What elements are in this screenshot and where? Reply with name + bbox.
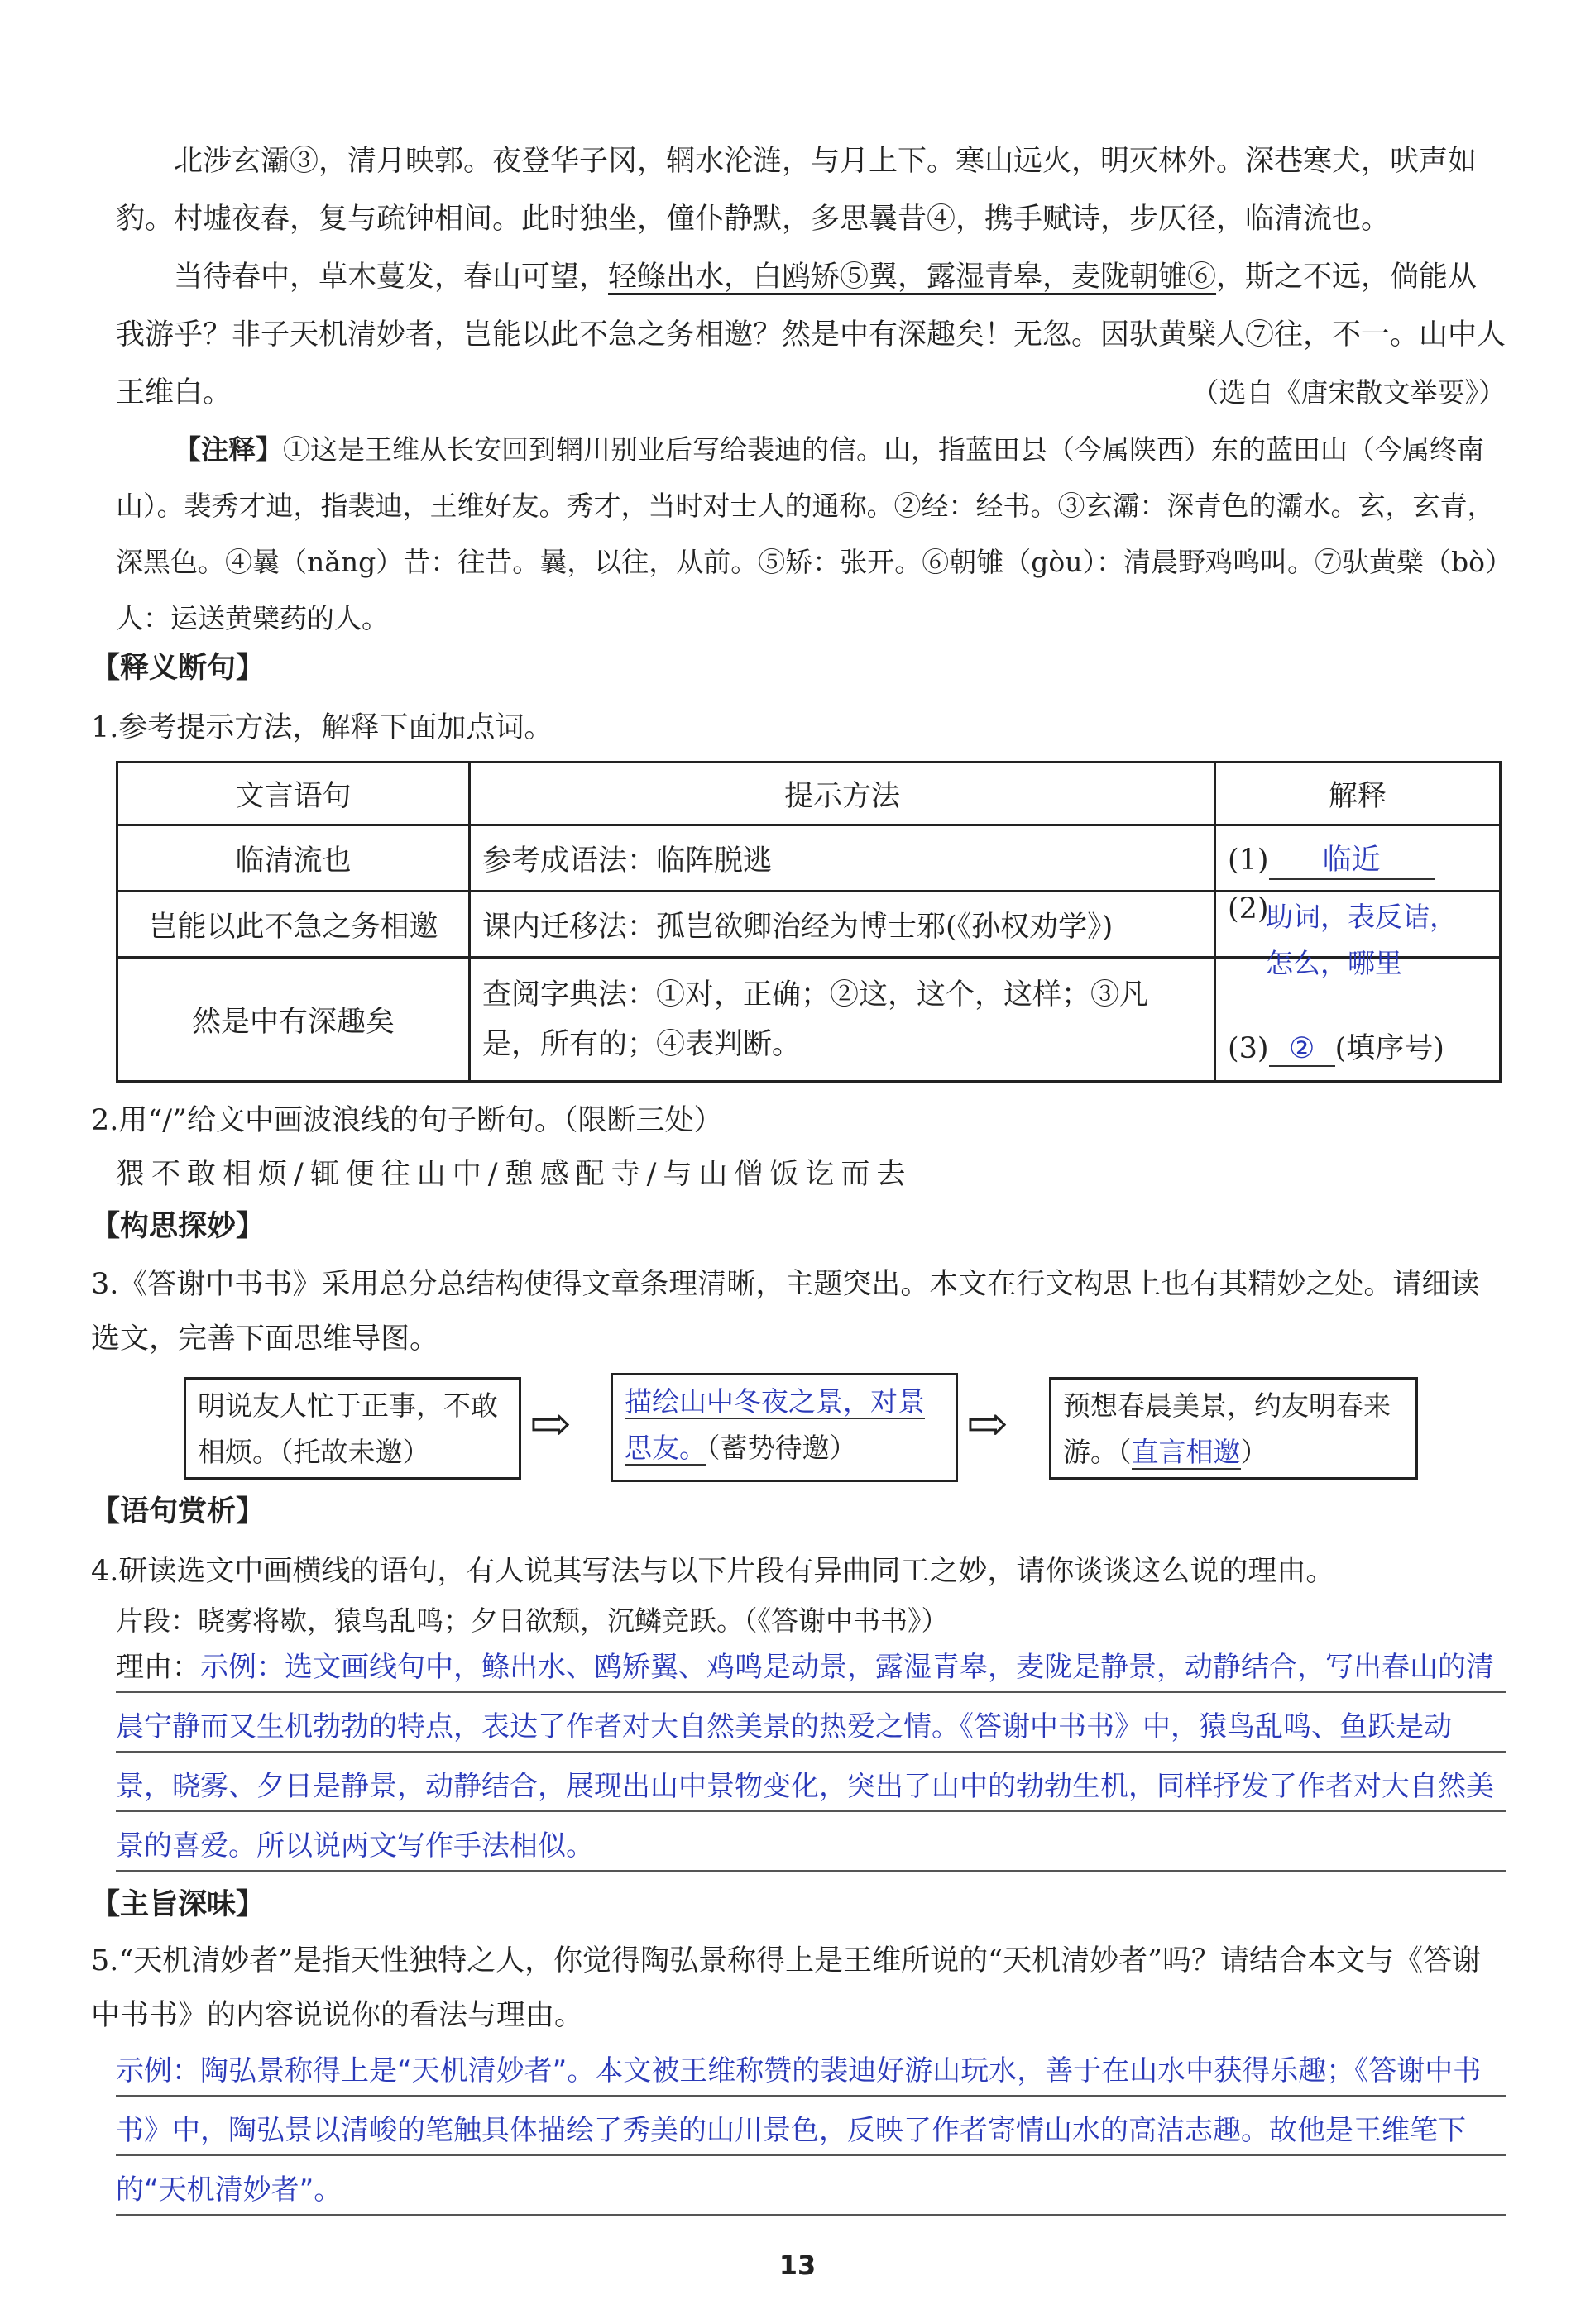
page-number: 13 — [778, 2250, 817, 2281]
table-row — [117, 825, 1501, 892]
answer-number: (1) — [1228, 843, 1269, 877]
notes-text: ①这是王维从长安回到辋川别业后写给裴迪的信。山，指蓝田县（今属陕西）东的蓝田山（今属终南山）。裴秀才迪，指裴迪，王维好友。秀才，当时对士人的通称。②经：经书。③玄灞：深青色的灞水。玄，玄青，深黑色。④曩（nǎng）昔：往昔。曩，以往，从前。⑤矫：张开。⑥朝雊（gòu）：清晨野鸡鸣叫。⑦驮黄檗（bò）人：运送黄檗药的人。 — [116, 433, 1499, 634]
passage-source: （选自《唐宋散文举要》） — [1191, 376, 1506, 409]
section-title-1: 【释义断句】 — [91, 652, 266, 685]
answer-line — [116, 2214, 1506, 2216]
table-cell-method: 参考成语法：临阵脱逃 — [470, 825, 1215, 892]
answer-line — [116, 2095, 1506, 2097]
table-header: 文言语句 — [117, 763, 470, 825]
notes-label: 【注释】 — [174, 433, 283, 466]
answer-text: ② — [1269, 1032, 1335, 1067]
table-header: 解释 — [1215, 763, 1501, 825]
mindmap-box-2 — [611, 1373, 958, 1482]
answer-line — [116, 1751, 1506, 1753]
section-title-4: 【主旨深味】 — [91, 1888, 266, 1921]
box2-suffix: （蓄势待邀） — [706, 1432, 857, 1464]
section-title-3: 【语句赏析】 — [91, 1495, 266, 1528]
question-2: 2.用“/”给文中画波浪线的句子断句。（限断三处） — [91, 1104, 723, 1137]
table-header-row — [117, 763, 1501, 825]
table-cell-answer — [1215, 892, 1501, 979]
q2-sentence: 猥不敢相烦/辄便往山中/憩感配寺/与山僧饭讫而去 — [116, 1158, 912, 1191]
reason-text: 示例：选文画线句中，鲦出水、鸥矫翼、鸡鸣是动景，露湿青皋，麦陇是静景，动静结合，写出春山的清晨宁静而又生机勃勃的特点，表达了作者对大自然美景的热爱之情。《答谢中书书》中，猿鸟乱鸣、鱼跃是动景，晓雾、夕日是静景，动静结合，展现出山中景物变化，突出了山中的勃勃生机，同样抒发了作者对大自然美景的喜爱。所以说两文写作手法相似。 — [116, 1651, 1494, 1863]
para2-start: 当待春中，草木蔓发，春山可望， — [174, 261, 609, 294]
para2-underlined: 轻鲦出水，白鸥矫⑤翼，露湿青皋，麦陇朝雊⑥ — [608, 261, 1217, 294]
table-header: 提示方法 — [470, 763, 1215, 825]
explanation-table — [116, 761, 1502, 1083]
table-cell-sentence: 临清流也 — [117, 825, 470, 892]
notes — [116, 422, 1506, 647]
mindmap-box-3 — [1049, 1377, 1418, 1480]
table-cell-sentence: 然是中有深趣矣 — [117, 958, 470, 1082]
answer-number: (2) — [1228, 892, 1269, 925]
box3-text: 预想春晨美景，约友明春来游。（ — [1063, 1389, 1391, 1468]
answer-text: 助词，表反诘，怎么，哪里 — [1266, 901, 1457, 979]
answer-number: (3) — [1228, 1032, 1269, 1065]
table-cell-answer — [1215, 825, 1501, 892]
reason-answer — [116, 1638, 1506, 1876]
answer-line — [116, 1870, 1506, 1872]
answer-line — [116, 2154, 1506, 2156]
answer-line — [116, 1810, 1506, 1812]
table-cell-method: 课内迁移法：孤岂欲卿治经为博士邪(《孙权劝学》) — [470, 892, 1215, 958]
section-title-2: 【构思探妙】 — [91, 1210, 266, 1243]
q5-answer: 示例：陶弘景称得上是“天机清妙者”。本文被王维称赞的裴迪好游山玩水，善于在山水中获得乐趣；《答谢中书书》中，陶弘景以清峻的笔触具体描绘了秀美的山川景色，反映了作者寄情山水的高洁志趣。故他是王维笔下的“天机清妙者”。 — [116, 2054, 1482, 2207]
box3-end: ） — [1240, 1436, 1268, 1468]
reason-label: 理由： — [116, 1651, 200, 1684]
arrow-icon: ⇨ — [966, 1395, 1008, 1453]
question-3: 3.《答谢中书书》采用总分总结构使得文章条理清晰，主题突出。本文在行文构思上也有其精妙之处。请细读选文，完善下面思维导图。 — [91, 1268, 1480, 1356]
box3-answer: 直言相邀 — [1131, 1436, 1241, 1468]
question-5: 5.“天机清妙者”是指天性独特之人，你觉得陶弘景称得上是王维所说的“天机清妙者”吗？请结合本文与《答谢中书书》的内容说说你的看法与理由。 — [91, 1944, 1481, 2032]
fragment: 片段：晓雾将歇，猿鸟乱鸣；夕日欲颓，沉鳞竞跃。（《答谢中书书》） — [116, 1604, 949, 1637]
para2-end: ，斯之不远，倘能从我游乎？非子天机清妙者，岂能以此不急之务相邀？然是中有深趣矣！无忽。因驮黄檗人⑦往，不一。山中人王维白。 — [116, 261, 1506, 409]
answer-text: 临近 — [1269, 837, 1435, 880]
passage-paragraph-1: 北涉玄灞③，清月映郭。夜登华子冈，辋水沦涟，与月上下。寒山远火，明灭林外。深巷寒犬，吠声如豹。村墟夜舂，复与疏钟相间。此时独坐，僮仆静默，多思曩昔④，携手赋诗，步仄径，临清流也。 — [116, 145, 1478, 236]
table-cell-method: 查阅字典法：①对，正确；②这，这个，这样；③凡是，所有的；④表判断。 — [470, 958, 1215, 1082]
table-row — [117, 892, 1501, 958]
question-4: 4.研读选文中画横线的语句，有人说其写法与以下片段有异曲同工之妙，请你谈谈这么说的理由。 — [91, 1555, 1335, 1588]
question-1: 1.参考提示方法，解释下面加点词。 — [91, 711, 553, 744]
answer-line — [116, 1691, 1506, 1693]
arrow-icon: ⇨ — [529, 1395, 572, 1453]
box2-answer: 描绘山中冬夜之景，对景思友。 — [625, 1385, 925, 1464]
mindmap-box-1: 明说友人忙于正事，不敢相烦。（托故未邀） — [184, 1377, 521, 1480]
table-cell-sentence: 岂能以此不急之务相邀 — [117, 892, 470, 958]
answer-suffix: (填序号) — [1334, 1032, 1444, 1065]
